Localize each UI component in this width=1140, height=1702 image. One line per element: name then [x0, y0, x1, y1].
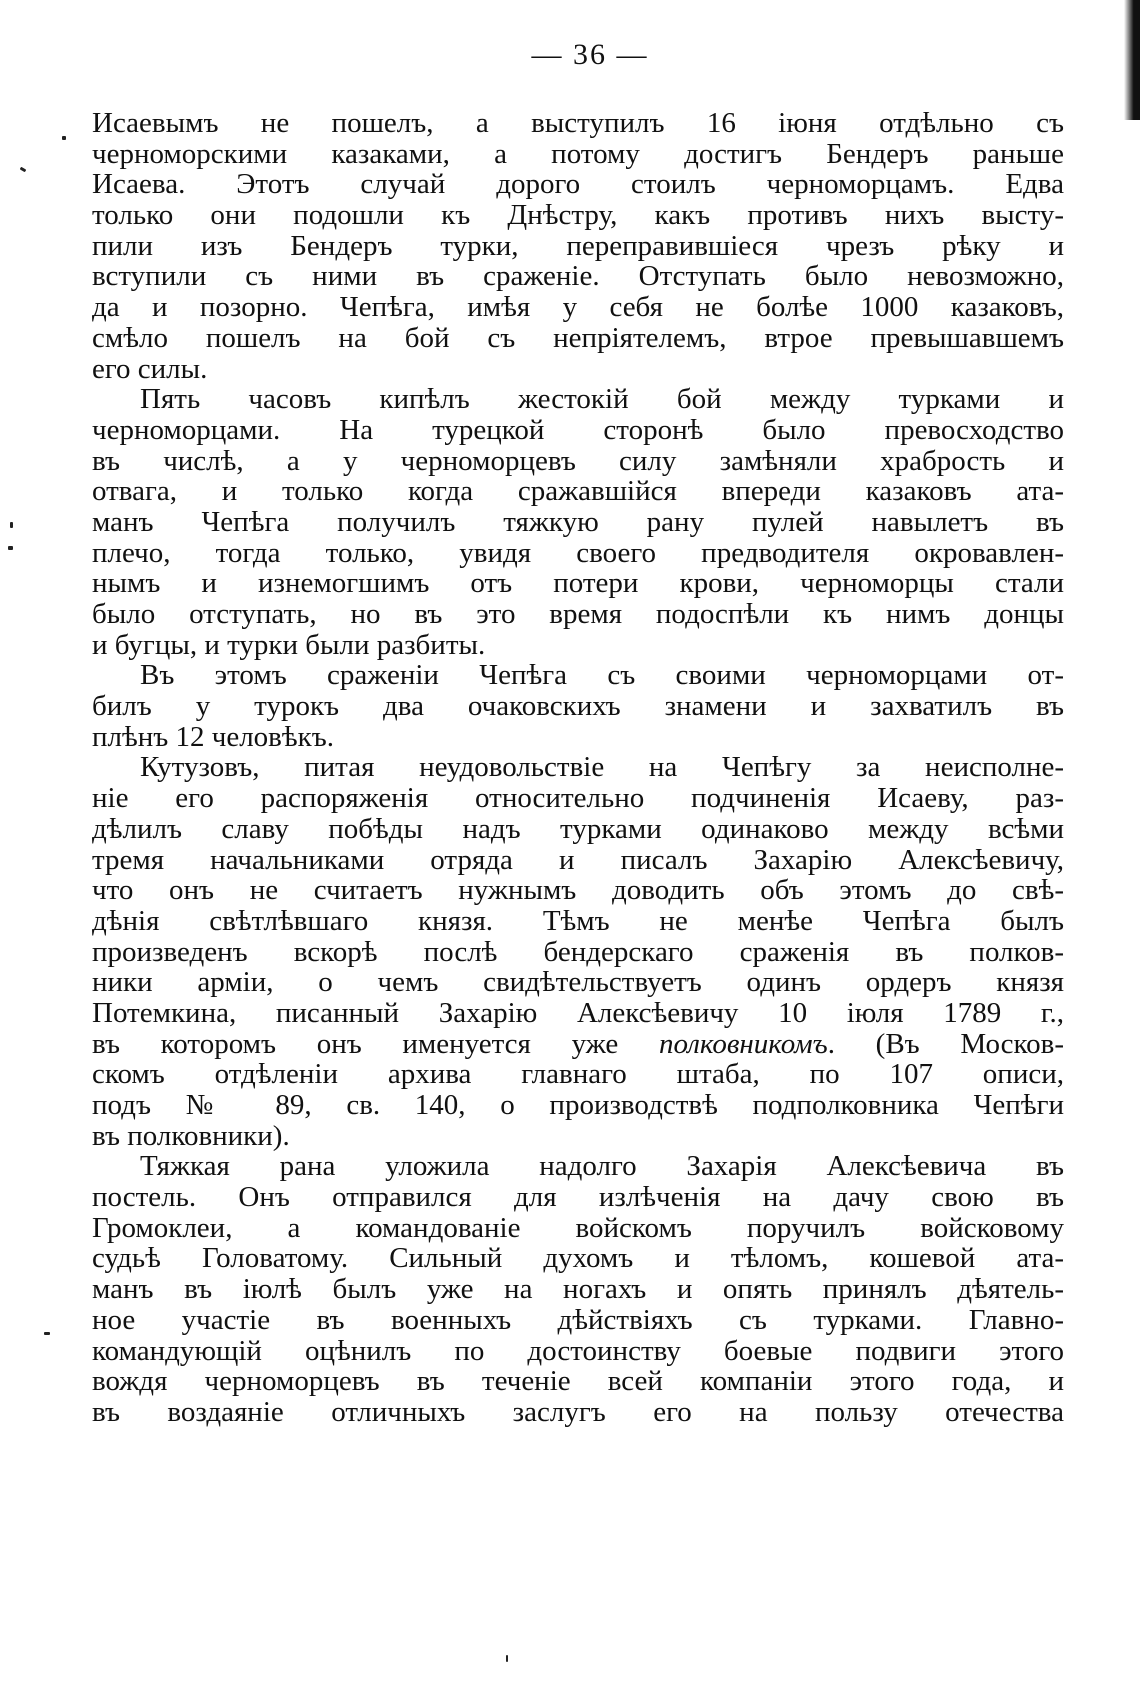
text-line: Тяжкая рана уложила надолго Захарія Алексѣевича въ [140, 1150, 1064, 1183]
text-line: Въ этомъ сраженіи Чепѣга съ своими черноморцами от- [140, 659, 1064, 692]
text-line: плечо, тогда только, увидя своего предводителя окровавлен- [92, 536, 1064, 569]
text-line: ники арміи, о чемъ свидѣтельствуетъ одинъ ордеръ князя [92, 966, 1064, 999]
text-line: только они подошли къ Днѣстру, какъ противъ нихъ высту- [92, 199, 1064, 232]
text-line: нымъ и изнемогшимъ отъ потери крови, черноморцы стали [92, 567, 1064, 600]
text-line: вступили съ ними въ сраженіе. Отступать было невозможно, [92, 260, 1064, 293]
text-line: судьѣ Головатому. Сильный духомъ и тѣломъ, кошевой ата- [92, 1242, 1064, 1275]
scan-speck [20, 167, 27, 173]
text-line: постель. Онъ отправился для излѣченія на дачу свою въ [92, 1181, 1064, 1214]
text-line: отвага, и только когда сражавшійся впереди казаковъ ата- [92, 475, 1064, 508]
text-line: произведенъ вскорѣ послѣ бендерскаго сраженія въ полков- [92, 935, 1064, 968]
text-line: черноморскими казаками, а потому достигъ Бендеръ раньше [92, 137, 1064, 170]
scan-speck [44, 1332, 50, 1335]
paragraph [92, 752, 1064, 1151]
text-line: въ числѣ, а у черноморцевъ силу замѣняли храбрость и [92, 444, 1064, 477]
text-line: Исаевымъ не пошелъ, а выступилъ 16 іюня отдѣльно съ [92, 107, 1064, 139]
text-line: Исаева. Этотъ случай дорого стоилъ черноморцамъ. Едва [92, 168, 1064, 201]
paragraph [92, 108, 1064, 384]
text-line [92, 1029, 1064, 1060]
text-line: Потемкина, писанный Захарію Алексѣевичу 10 іюля 1789 г., [92, 996, 1064, 1029]
text-line: командующій оцѣнилъ по достоинству боевые подвиги этого [92, 1334, 1064, 1367]
text-line: вождя черноморцевъ въ теченіе всей компаніи этого года, и [92, 1365, 1064, 1398]
text-line: смѣло пошелъ на бой съ непріятелемъ, втрое превышавшемъ [92, 321, 1064, 354]
text-line: подъ № 89, св. 140, о производствѣ подполковника Чепѣги [92, 1089, 1064, 1121]
scan-speck [10, 522, 13, 528]
paragraph [92, 384, 1064, 660]
text-line: въ воздаяніе отличныхъ заслугъ его на пользу отечества [92, 1395, 1064, 1428]
text-line: да и позорно. Чепѣга, имѣя у себя не болѣе 1000 казаковъ, [92, 291, 1064, 324]
text-line: дѣлилъ славу побѣды надъ турками одинаково между всѣми [92, 812, 1064, 845]
text-line: Кутузовъ, питая неудовольствіе на Чепѣгу за неисполне- [140, 751, 1064, 784]
text-line: манъ въ іюлѣ былъ уже на ногахъ и опять принялъ дѣятель- [92, 1273, 1064, 1306]
text-line: ніе его распоряженія относительно подчиненія Исаеву, раз- [92, 782, 1064, 815]
text-line: его силы. [92, 352, 208, 385]
scan-speck [62, 136, 66, 140]
italic-emphasis: полковникомъ [658, 1027, 828, 1060]
text-line: ное участіе въ военныхъ дѣйствіяхъ съ турками. Главно- [92, 1303, 1064, 1336]
page-number: — 36 — [531, 38, 649, 71]
text-line: пили изъ Бендеръ турки, переправившіеся чрезъ рѣку и [92, 229, 1064, 262]
scan-speck [506, 1655, 508, 1662]
text-line: билъ у турокъ два очаковскихъ знамени и захватилъ въ [92, 690, 1064, 723]
text-line: Громоклеи, а командованіе войскомъ поручилъ войсковому [92, 1211, 1064, 1244]
text-line: манъ Чепѣга получилъ тяжкую рану пулей навылетъ въ [92, 505, 1064, 538]
paragraph [92, 1151, 1064, 1427]
text-run: . (Въ Москов- [827, 1027, 1065, 1060]
text-line: плѣнъ 12 человѣкъ. [92, 720, 334, 753]
text-line: и бугцы, и турки были разбиты. [92, 628, 486, 661]
scan-speck [8, 546, 13, 550]
text-line: Пять часовъ кипѣлъ жестокій бой между турками и [140, 383, 1064, 416]
text-line: въ полковники). [92, 1119, 290, 1152]
text-run: въ которомъ онъ именуется уже [92, 1027, 659, 1060]
paragraph [92, 660, 1064, 752]
text-line: дѣнія свѣтлѣвшаго князя. Тѣмъ не менѣе Чепѣга былъ [92, 904, 1064, 937]
text-line: скомъ отдѣленіи архива главнаго штаба, по 107 описи, [92, 1058, 1064, 1091]
text-line: что онъ не считаетъ нужнымъ доводить объ этомъ до свѣ- [92, 874, 1064, 907]
text-line: тремя начальниками отряда и писалъ Захарію Алексѣевичу, [92, 843, 1064, 876]
body-text [92, 108, 1064, 1428]
text-line: черноморцами. На турецкой сторонѣ было превосходство [92, 413, 1064, 446]
scan-edge-artifact [1124, 0, 1140, 120]
text-line: было отступать, но въ это время подоспѣли къ нимъ донцы [92, 598, 1064, 630]
